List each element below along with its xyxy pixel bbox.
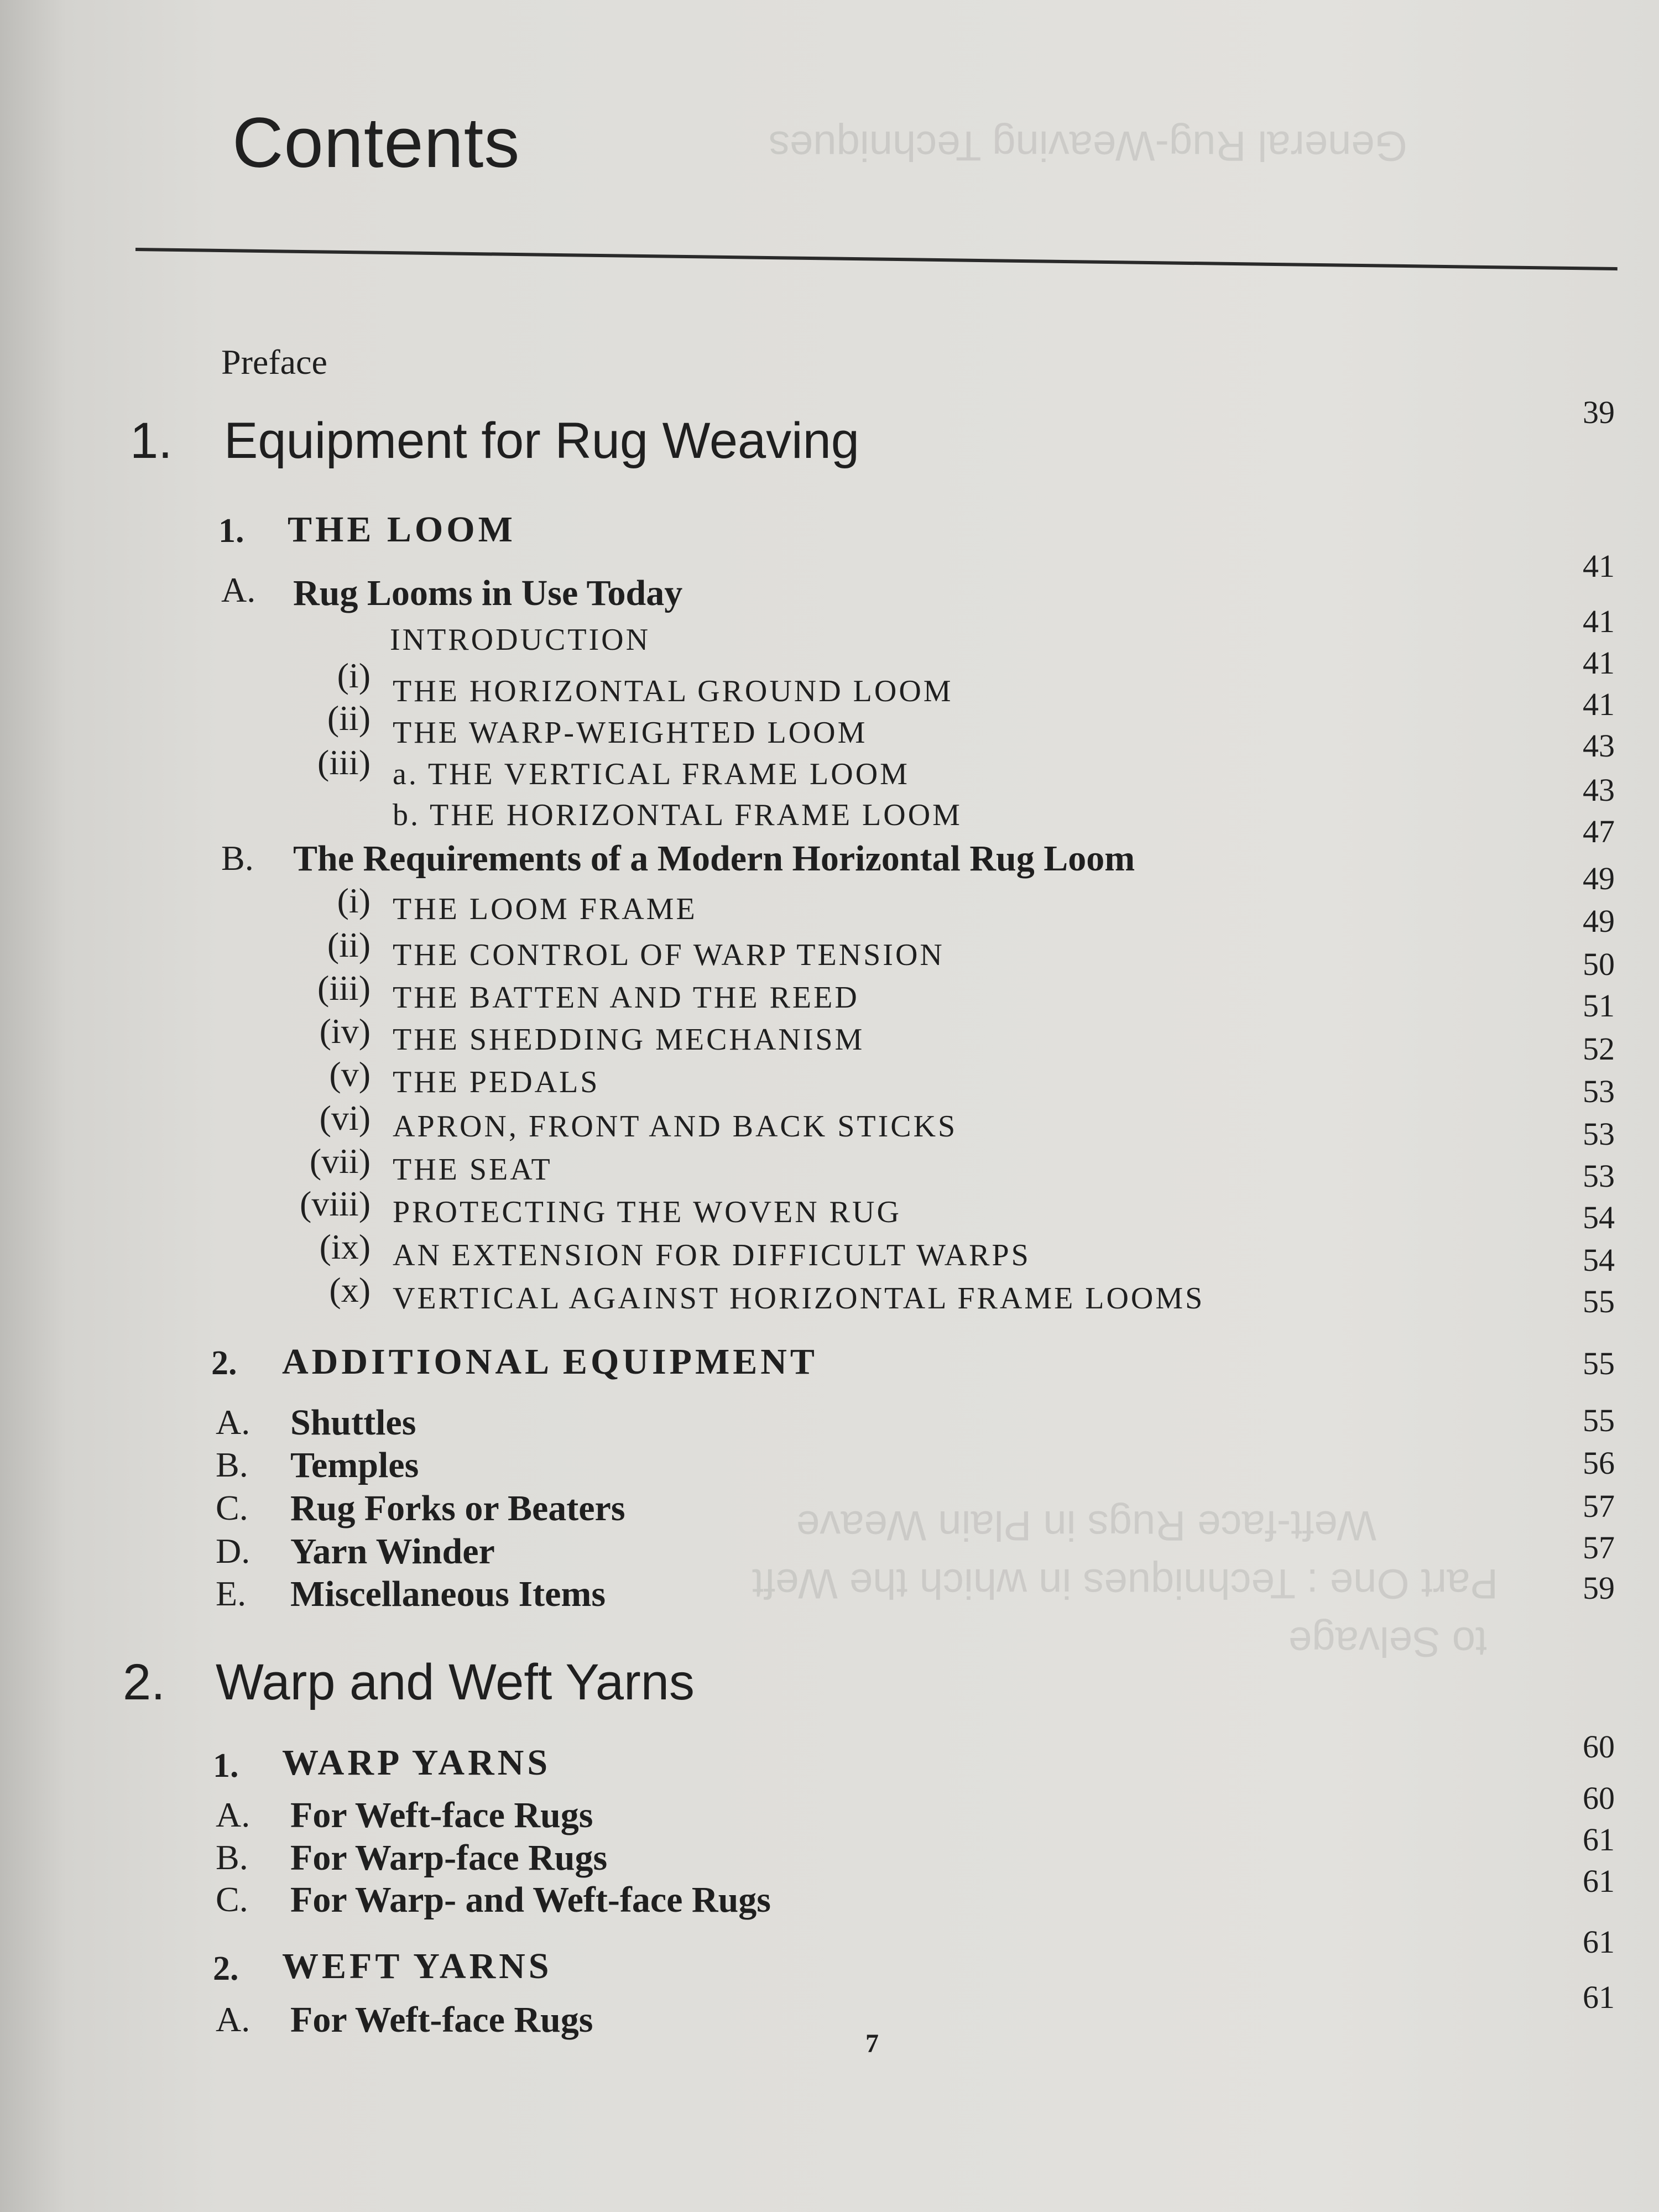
roman-numeral: (ix) xyxy=(319,1227,371,1266)
subsection-title: Miscellaneous Items xyxy=(290,1574,606,1614)
title-rule xyxy=(135,248,1618,270)
chapter-title: Equipment for Rug Weaving xyxy=(224,413,859,469)
page-folio: 7 xyxy=(865,2029,879,2058)
section-number: 1. xyxy=(213,1747,239,1785)
toc-item: AN EXTENSION FOR DIFFICULT WARPS xyxy=(393,1238,1031,1272)
roman-numeral: (viii) xyxy=(300,1184,371,1223)
section-number: 2. xyxy=(211,1344,237,1382)
page-number: 55 xyxy=(1583,1284,1615,1319)
page-number: 54 xyxy=(1583,1199,1615,1235)
bleed-through-text: Weft-face Rugs in Plain Weave xyxy=(796,1502,1377,1549)
bleed-through-text: to Selvage xyxy=(1288,1618,1488,1665)
toc-item: APRON, FRONT AND BACK STICKS xyxy=(393,1109,958,1144)
toc-item: THE SHEDDING MECHANISM xyxy=(393,1022,865,1057)
subsection-title: Shuttles xyxy=(290,1402,416,1443)
chapter-title: Warp and Weft Yarns xyxy=(216,1654,695,1710)
toc-item: THE BATTEN AND THE REED xyxy=(393,980,859,1015)
toc-item: THE PEDALS xyxy=(393,1065,600,1099)
subsection-title: Rug Forks or Beaters xyxy=(290,1488,625,1528)
section-title: THE LOOM xyxy=(288,509,516,550)
page-number: 41 xyxy=(1583,686,1615,722)
chapter-number: 2. xyxy=(123,1654,165,1710)
page-number: 52 xyxy=(1583,1031,1615,1067)
subsection-letter: B. xyxy=(216,1838,248,1877)
toc-item: a. THE VERTICAL FRAME LOOM xyxy=(393,757,910,791)
roman-numeral: (v) xyxy=(329,1055,371,1094)
page-number: 41 xyxy=(1583,548,1615,584)
bleed-through-text: Part One : Techniques in which the Weft xyxy=(752,1560,1499,1607)
roman-numeral: (vi) xyxy=(319,1098,371,1138)
subsection-letter: C. xyxy=(216,1880,248,1919)
subsection-title: Rug Looms in Use Today xyxy=(293,573,683,613)
section-title: WEFT YARNS xyxy=(282,1946,552,1986)
page-number: 56 xyxy=(1583,1445,1615,1481)
toc-item: THE SEAT xyxy=(393,1152,552,1187)
preface-entry: Preface xyxy=(221,342,327,382)
roman-numeral: (i) xyxy=(337,656,371,695)
page-number: 55 xyxy=(1583,1345,1615,1381)
bleed-through-text: General Rug-Weaving Techniques xyxy=(769,122,1407,169)
subsection-title: The Requirements of a Modern Horizontal Rug Loom xyxy=(293,838,1135,879)
subsection-letter: A. xyxy=(216,1402,251,1442)
roman-numeral: (x) xyxy=(329,1270,371,1310)
page-number: 57 xyxy=(1583,1530,1615,1566)
toc-item: THE LOOM FRAME xyxy=(393,892,697,926)
subsection-letter: E. xyxy=(216,1574,247,1613)
subsection-title: For Weft-face Rugs xyxy=(290,2000,593,2040)
subsection-letter: C. xyxy=(216,1488,248,1527)
page-number: 50 xyxy=(1583,946,1615,982)
page-number: 57 xyxy=(1583,1488,1615,1524)
subsection-title: For Warp-face Rugs xyxy=(290,1838,608,1878)
toc-item: INTRODUCTION xyxy=(390,623,651,657)
section-number: 2. xyxy=(213,1950,239,1987)
roman-numeral: (iii) xyxy=(317,743,371,782)
toc-item: VERTICAL AGAINST HORIZONTAL FRAME LOOMS xyxy=(393,1281,1205,1316)
section-title: ADDITIONAL EQUIPMENT xyxy=(282,1342,818,1382)
subsection-letter: D. xyxy=(216,1531,251,1571)
subsection-title: Temples xyxy=(290,1445,419,1485)
page-number: 60 xyxy=(1583,1780,1615,1816)
page-number: 53 xyxy=(1583,1073,1615,1109)
toc-item: THE WARP-WEIGHTED LOOM xyxy=(393,716,868,750)
toc-item: THE CONTROL OF WARP TENSION xyxy=(393,938,945,972)
page-number: 41 xyxy=(1583,645,1615,681)
page-number: 61 xyxy=(1583,1863,1615,1899)
roman-numeral: (i) xyxy=(337,881,371,920)
subsection-title: For Weft-face Rugs xyxy=(290,1795,593,1835)
section-number: 1. xyxy=(218,512,244,550)
roman-numeral: (vii) xyxy=(309,1141,371,1181)
toc-item: b. THE HORIZONTAL FRAME LOOM xyxy=(393,798,962,832)
page-number: 51 xyxy=(1583,988,1615,1024)
section-title: WARP YARNS xyxy=(282,1743,551,1783)
roman-numeral: (iv) xyxy=(319,1011,371,1051)
subsection-letter: B. xyxy=(221,838,254,878)
page-number: 53 xyxy=(1583,1158,1615,1194)
page-number: 53 xyxy=(1583,1116,1615,1152)
subsection-letter: A. xyxy=(216,2000,251,2039)
subsection-letter: B. xyxy=(216,1445,248,1484)
page-number: 61 xyxy=(1583,1822,1615,1858)
page-number: 43 xyxy=(1583,772,1615,808)
page-number: 61 xyxy=(1583,1924,1615,1960)
page-number: 59 xyxy=(1583,1570,1615,1606)
page-number: 43 xyxy=(1583,728,1615,764)
chapter-number: 1. xyxy=(130,413,173,469)
page-title: Contents xyxy=(232,103,520,182)
subsection-letter: A. xyxy=(221,570,256,609)
roman-numeral: (ii) xyxy=(327,698,371,738)
page-number: 49 xyxy=(1583,860,1615,896)
subsection-letter: A. xyxy=(216,1795,251,1834)
roman-numeral: (iii) xyxy=(317,968,371,1008)
page-number: 60 xyxy=(1583,1729,1615,1765)
toc-item: THE HORIZONTAL GROUND LOOM xyxy=(393,674,953,708)
page-number: 54 xyxy=(1583,1242,1615,1278)
subsection-title: For Warp- and Weft-face Rugs xyxy=(290,1880,771,1920)
subsection-title: Yarn Winder xyxy=(290,1531,495,1572)
toc-item: PROTECTING THE WOVEN RUG xyxy=(393,1195,901,1229)
page-number: 39 xyxy=(1583,394,1615,430)
page-number: 41 xyxy=(1583,603,1615,639)
roman-numeral: (ii) xyxy=(327,925,371,964)
page-number: 47 xyxy=(1583,813,1615,849)
page-number: 61 xyxy=(1583,1979,1615,2015)
page-number: 49 xyxy=(1583,903,1615,939)
page-number: 55 xyxy=(1583,1402,1615,1438)
